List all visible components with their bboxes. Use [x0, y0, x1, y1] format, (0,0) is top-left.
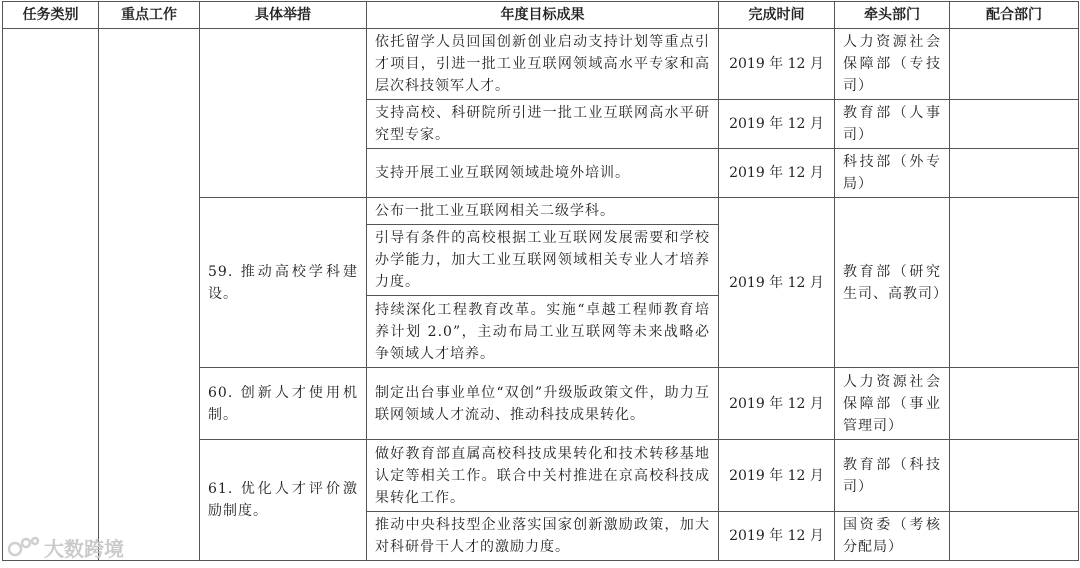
- lead-dept-cell: 科技部（外专局）: [835, 149, 950, 198]
- lead-dept-cell: 教育部（研究生司、高教司）: [835, 198, 950, 368]
- measure-cell: [200, 29, 367, 198]
- goal-cell: 支持开展工业互联网领域赴境外培训。: [367, 149, 719, 198]
- goal-cell: 支持高校、科研院所引进一批工业互联网高水平研究型专家。: [367, 100, 719, 149]
- goal-cell: 制定出台事业单位“双创”升级版政策文件，助力互联网领域人才流动、推动科技成果转化。: [367, 368, 719, 440]
- coop-dept-cell: [950, 29, 1079, 100]
- lead-dept-cell: 国资委（考核分配局）: [835, 512, 950, 561]
- task-table: [2, 1, 1079, 561]
- goal-cell: 公布一批工业互联网相关二级学科。: [367, 198, 719, 225]
- header-key-work: 重点工作: [99, 2, 200, 29]
- goal-cell: 做好教育部直属高校科技成果转化和技术转移基地认定等相关工作。联合中关村推进在京高校科技成果转化工作。: [367, 440, 719, 512]
- coop-dept-cell: [950, 440, 1079, 512]
- lead-dept-cell: 人力资源社会保障部（事业管理司）: [835, 368, 950, 440]
- header-measure: 具体举措: [200, 2, 367, 29]
- time-cell: 2019 年 12 月: [719, 100, 835, 149]
- header-lead-dept: 牵头部门: [835, 2, 950, 29]
- table-row: [3, 29, 1079, 100]
- watermark-logo-icon: [6, 534, 44, 560]
- coop-dept-cell: [950, 100, 1079, 149]
- header-annual-goal: 年度目标成果: [367, 2, 719, 29]
- header-row: [3, 2, 1079, 29]
- goal-cell: 推动中央科技型企业落实国家创新激励政策，加大对科研骨干人才的激励力度。: [367, 512, 719, 561]
- measure-cell: 60. 创新人才使用机制。: [200, 368, 367, 440]
- coop-dept-cell: [950, 512, 1079, 561]
- key-work-cell: [99, 29, 200, 561]
- measure-cell: 61. 优化人才评价激励制度。: [200, 440, 367, 561]
- time-cell: 2019 年 12 月: [719, 198, 835, 368]
- time-cell: 2019 年 12 月: [719, 512, 835, 561]
- coop-dept-cell: [950, 198, 1079, 368]
- time-cell: 2019 年 12 月: [719, 149, 835, 198]
- lead-dept-cell: 教育部（人事司）: [835, 100, 950, 149]
- lead-dept-cell: 教育部（科技司）: [835, 440, 950, 512]
- header-coop-dept: 配合部门: [950, 2, 1079, 29]
- time-cell: 2019 年 12 月: [719, 29, 835, 100]
- measure-cell: 59. 推动高校学科建设。: [200, 198, 367, 368]
- time-cell: 2019 年 12 月: [719, 440, 835, 512]
- header-completion-time: 完成时间: [719, 2, 835, 29]
- header-task-category: 任务类别: [3, 2, 99, 29]
- coop-dept-cell: [950, 149, 1079, 198]
- time-cell: 2019 年 12 月: [719, 368, 835, 440]
- lead-dept-cell: 人力资源社会保障部（专技司）: [835, 29, 950, 100]
- goal-cell: 依托留学人员回国创新创业启动支持计划等重点引才项目，引进一批工业互联网领域高水平专家和高层次科技领军人才。: [367, 29, 719, 100]
- watermark-text: 大数跨境: [44, 536, 124, 561]
- goal-cell: 持续深化工程教育改革。实施“卓越工程师教育培养计划 2.0”，主动布局工业互联网等未来战略必争领域人才培养。: [367, 296, 719, 368]
- task-category-cell: [3, 29, 99, 561]
- watermark: [6, 532, 146, 562]
- goal-cell: 引导有条件的高校根据工业互联网发展需要和学校办学能力，加大工业互联网领域相关专业人才培养力度。: [367, 225, 719, 296]
- coop-dept-cell: [950, 368, 1079, 440]
